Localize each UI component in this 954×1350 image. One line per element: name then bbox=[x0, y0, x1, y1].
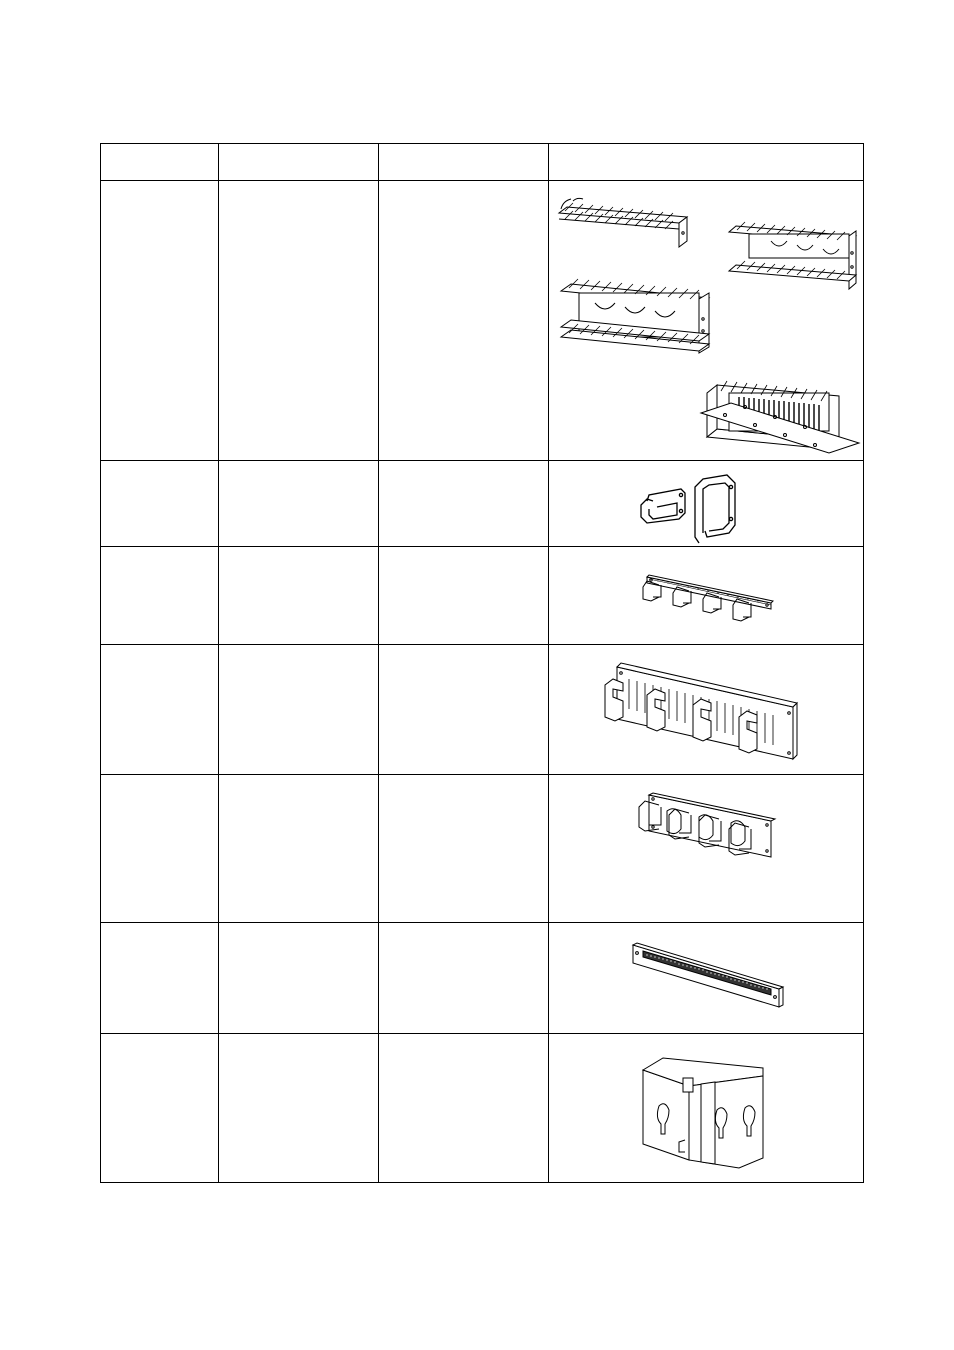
table-cell bbox=[101, 923, 219, 1034]
table-header-row bbox=[101, 144, 864, 181]
table-row bbox=[101, 645, 864, 775]
table-cell bbox=[101, 461, 219, 547]
illustration-cell bbox=[548, 547, 863, 645]
table-cell bbox=[219, 1034, 379, 1183]
table-cell bbox=[101, 1034, 219, 1183]
illustration-cell bbox=[548, 1034, 863, 1183]
table-cell bbox=[101, 181, 219, 461]
table-row bbox=[101, 181, 864, 461]
cable-box-icon bbox=[549, 1034, 862, 1182]
table-cell bbox=[379, 1034, 549, 1183]
table-cell bbox=[219, 461, 379, 547]
table-row bbox=[101, 461, 864, 547]
illustration-cell bbox=[548, 923, 863, 1034]
2u-cable-ring-panel-icon bbox=[549, 775, 862, 922]
table-row bbox=[101, 775, 864, 923]
illustration-cell bbox=[548, 461, 863, 547]
table-row bbox=[101, 923, 864, 1034]
table-cell bbox=[219, 181, 379, 461]
table-row bbox=[101, 1034, 864, 1183]
table-cell bbox=[219, 645, 379, 775]
equipment-table bbox=[100, 143, 864, 1183]
header-cell bbox=[219, 144, 379, 181]
table-cell bbox=[101, 775, 219, 923]
header-cell bbox=[548, 144, 863, 181]
table-cell bbox=[101, 547, 219, 645]
2u-finger-duct-manager-icon bbox=[549, 645, 862, 774]
horizontal-cable-manager-set-icon bbox=[549, 181, 862, 460]
table-cell bbox=[379, 547, 549, 645]
illustration-cell bbox=[548, 645, 863, 775]
table-cell bbox=[379, 461, 549, 547]
cable-rings-icon bbox=[549, 461, 862, 546]
table-cell bbox=[379, 923, 549, 1034]
illustration-cell bbox=[548, 775, 863, 923]
table-cell bbox=[379, 775, 549, 923]
illustration-cell bbox=[548, 181, 863, 461]
table-cell bbox=[219, 775, 379, 923]
header-cell bbox=[379, 144, 549, 181]
1u-cable-ring-panel-icon bbox=[549, 547, 862, 644]
table-cell bbox=[379, 645, 549, 775]
table-cell bbox=[219, 547, 379, 645]
table-cell bbox=[379, 181, 549, 461]
table-cell bbox=[101, 645, 219, 775]
table-row bbox=[101, 547, 864, 645]
brush-strip-panel-icon bbox=[549, 923, 862, 1033]
table-cell bbox=[219, 923, 379, 1034]
header-cell bbox=[101, 144, 219, 181]
